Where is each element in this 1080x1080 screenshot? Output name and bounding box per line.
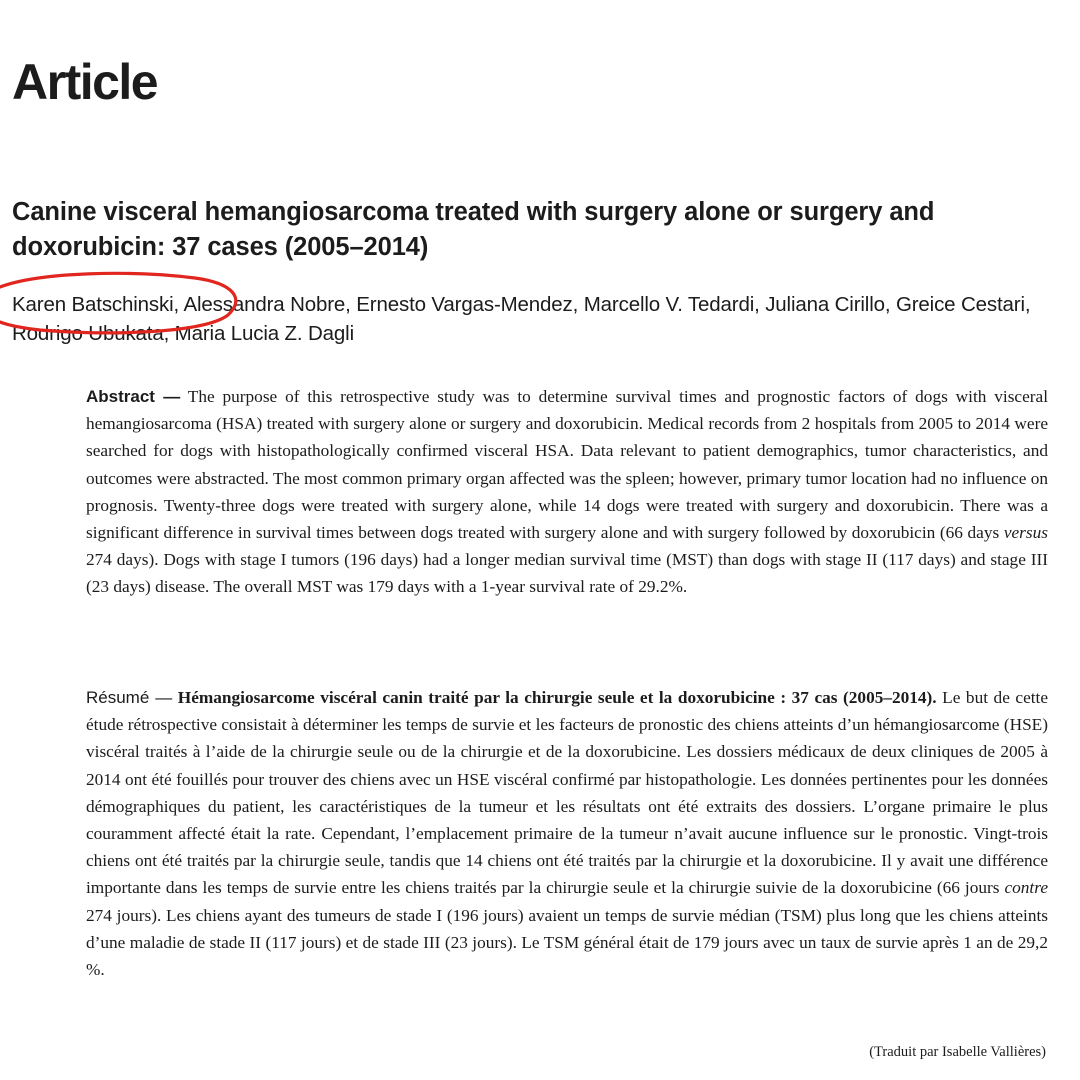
abstract-text-2: 274 days). Dogs with stage I tumors (196 days) had a longer median survival time (MST) than dogs with stage II (117 days) and stage III (23 days) disease. The overall MST was 179 days with a 1-year survival rate of 29.2%. <box>86 550 1048 597</box>
resume-label: Résumé — <box>86 688 173 707</box>
resume-text-1: Le but de cette étude rétrospective consistait à déterminer les temps de survie et les facteurs de pronostic des chiens atteints d’un hémangiosarcome (HSE) viscéral traités à l’aide de la chirurgie seule ou de la chirurgie et de la doxorubicine. Les dossiers médicaux de deux cliniques de 2005 à 2014 ont été fouillés pour trouver des chiens avec un HSE viscéral confirmé par histopathologie. Les données pertinentes pour les données démographiques du patient, les caractéristiques de la tumeur et les résultats ont été extraits des dossiers. L’organe primaire le plus couramment affecté était la rate. Cependant, l’emplacement primaire de la tumeur n’avait aucune influence sur le pronostic. Vingt-trois chiens ont été traités par la chirurgie seule, tandis que 14 chiens ont été traités par la chirurgie et la doxorubicine. Il y avait une différence importante dans les temps de survie entre les chiens traités par la chirurgie seule et la chirurgie suivie de la doxorubicine (66 jours <box>86 688 1049 898</box>
resume-italic: contre <box>1004 878 1048 898</box>
other-authors: , Alessandra Nobre, Ernesto Vargas-Mendez, Marcello V. Tedardi, Juliana Cirillo, Greice Cestari, Rodrigo Ubukata, Maria Lucia Z. Dagli <box>12 293 1031 345</box>
highlighted-author: Karen Batschinski <box>12 293 174 316</box>
abstract-english <box>86 383 1048 601</box>
abstract-label: Abstract — <box>86 387 181 406</box>
resume-title: Hémangiosarcome viscéral canin traité par la chirurgie seule et la doxorubicine : 37 cas (2005–2014). <box>172 688 937 707</box>
abstract-text-1: The purpose of this retrospective study was to determine survival times and prognostic factors of dogs with visceral hemangiosarcoma (HSA) treated with surgery alone or surgery and doxorubicin. Medical records from 2 hospitals from 2005 to 2014 were searched for dogs with histopathologically confirmed visceral HSA. Data relevant to patient demographics, tumor characteristics, and outcomes were abstracted. The most common primary organ affected was the spleen; however, primary tumor location had no influence on prognosis. Twenty-three dogs were treated with surgery alone, while 14 dogs were treated with surgery and doxorubicin. There was a significant difference in survival times between dogs treated with surgery alone and with surgery followed by doxorubicin (66 days <box>86 387 1048 543</box>
translator-credit: (Traduit par Isabelle Vallières) <box>869 1044 1046 1060</box>
section-heading: Article <box>12 54 158 110</box>
article-title: Canine visceral hemangiosarcoma treated with surgery alone or surgery and doxorubicin: 37 cases (2005–2014) <box>12 198 935 261</box>
abstract-french <box>86 684 1048 983</box>
abstract-italic: versus <box>1003 523 1048 543</box>
author-list <box>12 290 1080 348</box>
resume-text-2: 274 jours). Les chiens ayant des tumeurs de stade I (196 jours) avaient un temps de survie médian (TSM) plus long que les chiens atteints d’une maladie de stade II (117 jours) et de stade III (23 jours). Le TSM général était de 179 jours avec un taux de survie après 1 an de 29,2 %. <box>86 905 1048 980</box>
